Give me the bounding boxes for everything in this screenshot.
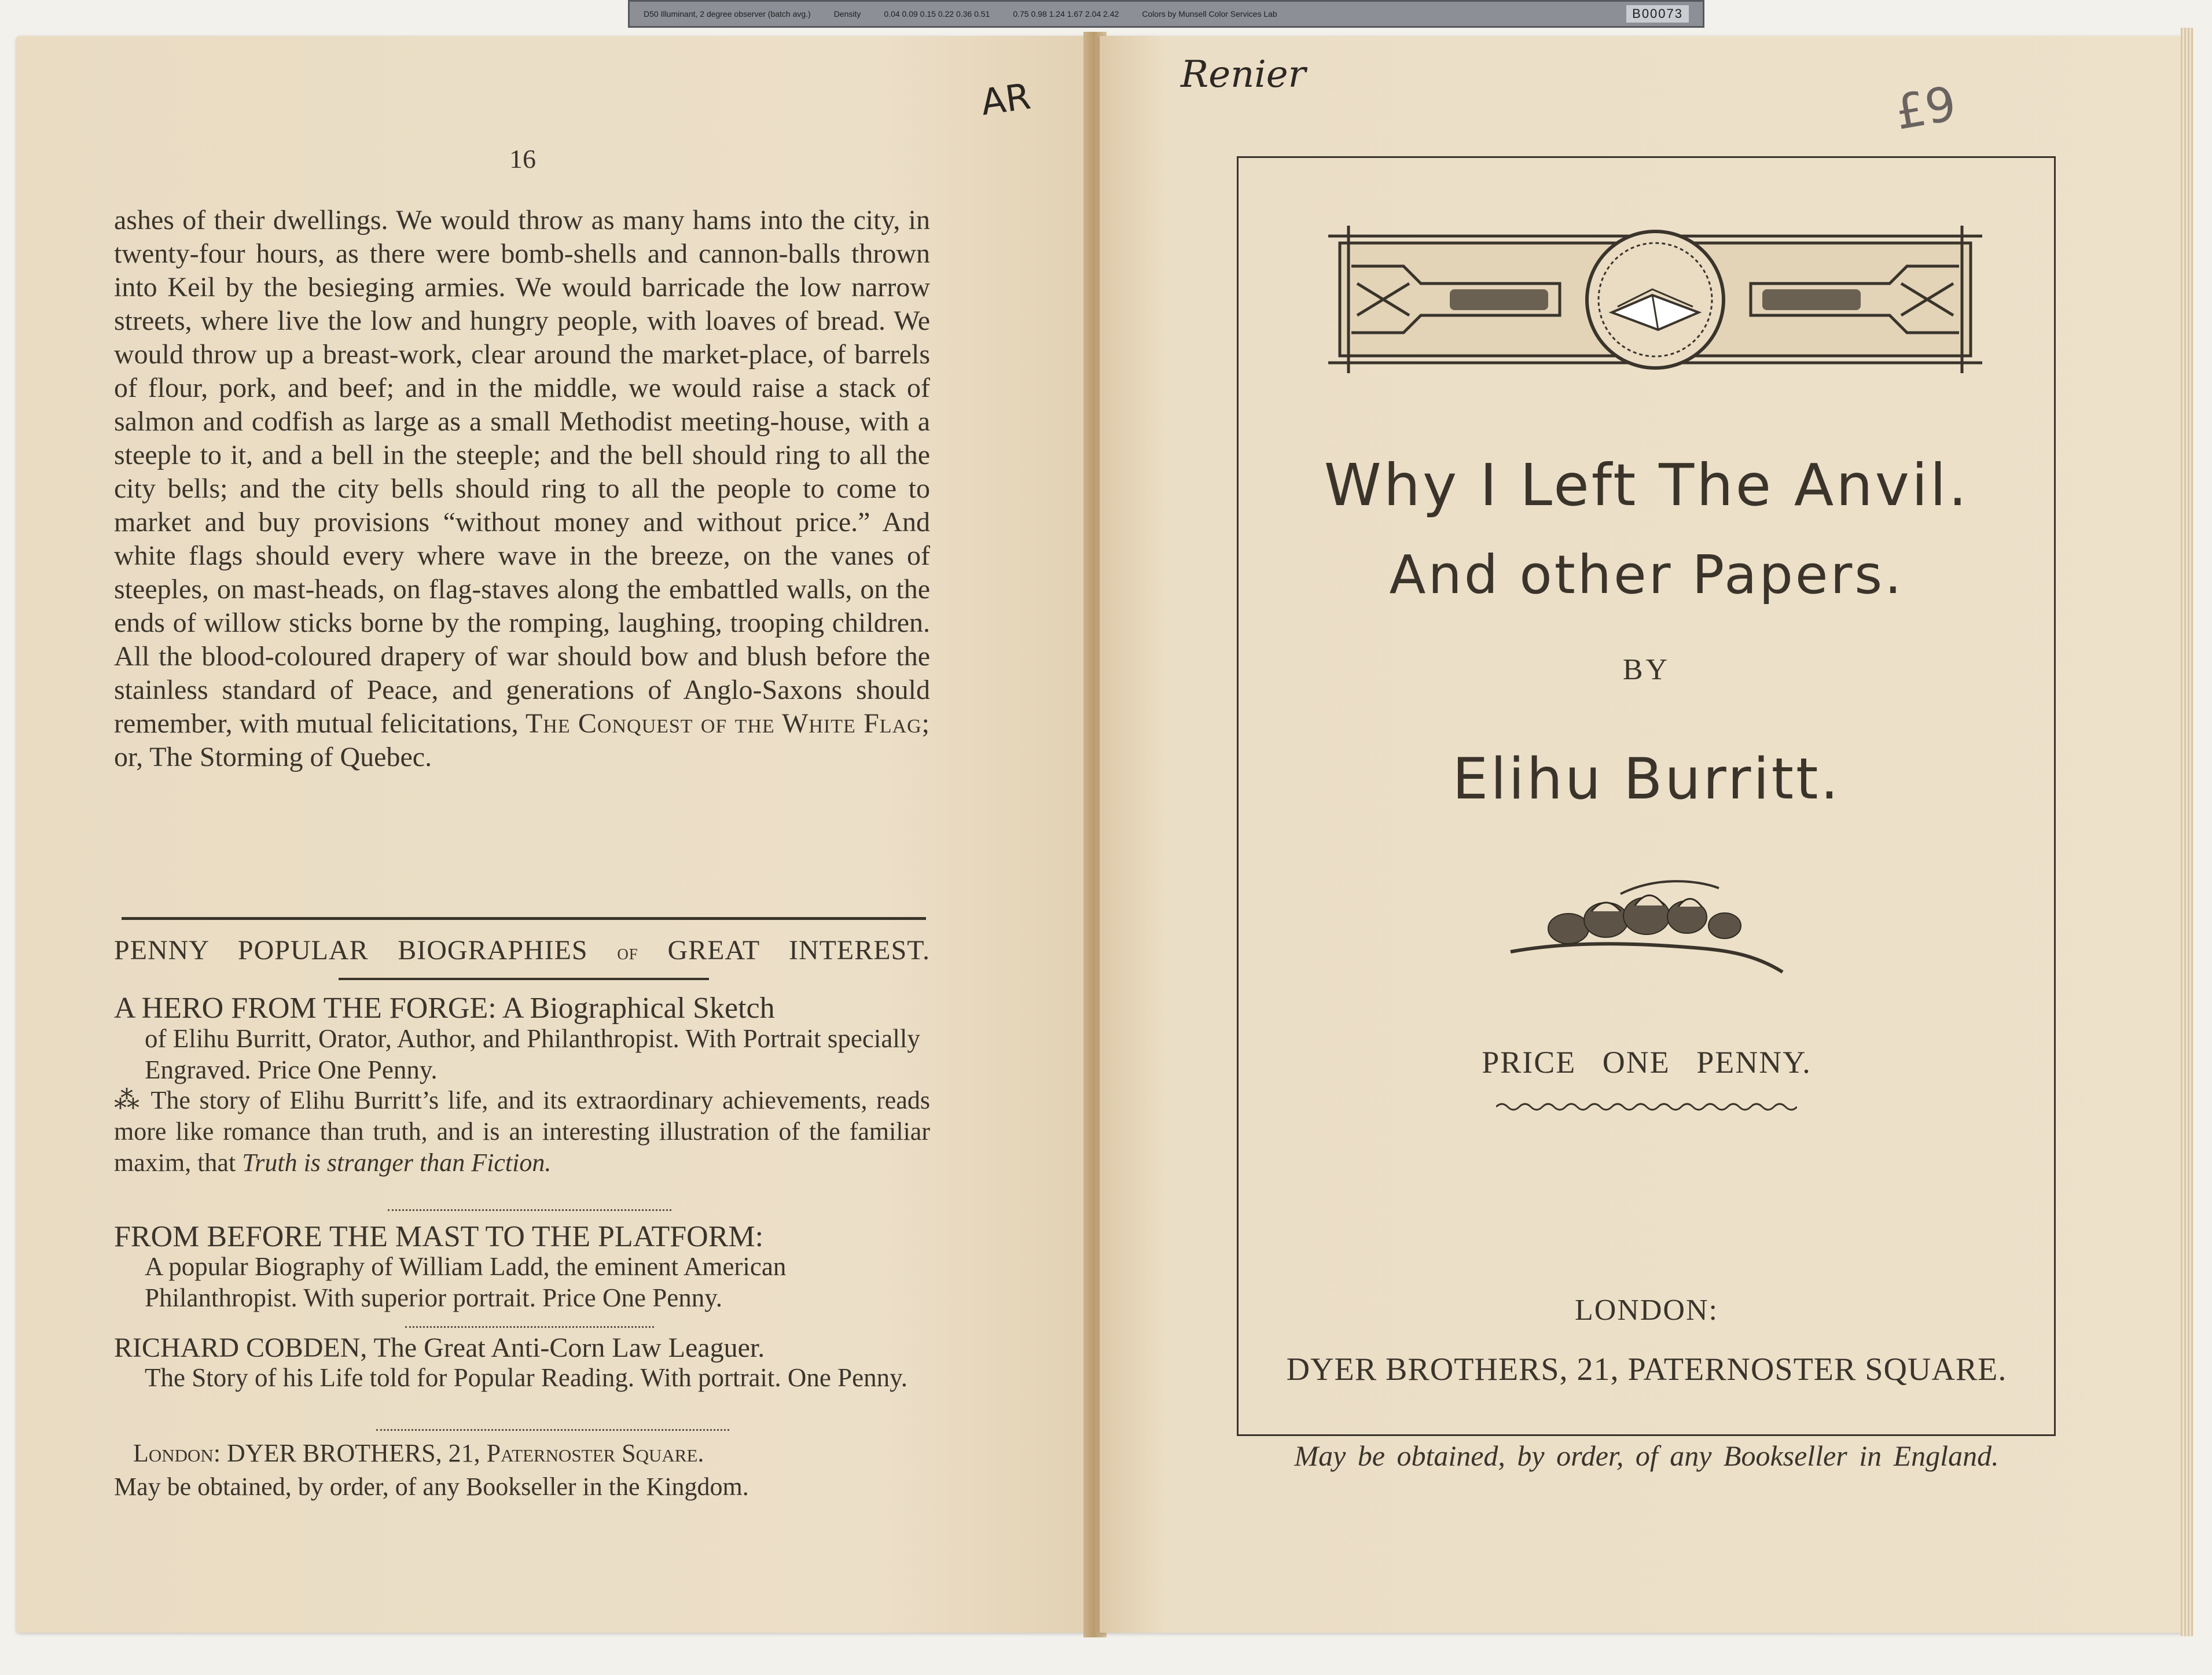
ad3-description: The Story of his Life told for Popular Reading. With portrait. One Penny.: [145, 1363, 907, 1392]
title-line-2: And other Papers.: [1389, 544, 1904, 606]
title-line-1: Why I Left The Anvil.: [1324, 451, 1970, 519]
body-text: ashes of their dwellings. We would throw as many hams into the city, in twenty-four hours, as there were bomb-shells and cannon-balls thrown into Keil by the besieging armies. We would barricade the low narrow streets, where live the low and hungry people, with loaves of bread. We would throw up a breast-work, clear around the market-place, of barrels of flour, pork, and beef; and in the middle, we would raise a stack of salmon and codfish as large as a small Methodist meeting-house, with a steeple to it, and a bell in the steeple; and the bell should ring to all the city bells; and the city bells should ring to all the people to come to market and buy provisions “without money and without price.” And white flags should every where wave in the breeze, on the vanes of steeples, on mast-heads, on flag-staves along the embattled walls, on the ends of willow sticks borne by the romping, laughing, trooping children. All the blood-coloured drapery of war should bow and blush before the stainless standard of Peace, and generations of Anglo-Saxons should remember, with mutual felicitations,: [114, 205, 930, 739]
publisher-city: LONDON:: [1575, 1294, 1718, 1327]
left-footer-city: London:: [133, 1439, 221, 1467]
calibration-density-values-2: 0.75 0.98 1.24 1.67 2.04 2.42: [1013, 9, 1119, 19]
publisher-name: DYER BROTHERS, 21, PATERNOSTER SQUARE.: [1286, 1352, 2007, 1387]
calibration-density-values: 0.04 0.09 0.15 0.22 0.36 0.51: [884, 9, 990, 19]
wavy-rule-icon: [1496, 1098, 1797, 1116]
ad-heading-b: GREAT INTEREST.: [667, 935, 931, 966]
ornamental-banner-icon: [1328, 226, 1982, 373]
availability-line: May be obtained, by order, of any Bookseller in England.: [1294, 1440, 1999, 1472]
ad-separator-1: [388, 1209, 671, 1211]
left-footer-address: Paternoster Square.: [486, 1439, 704, 1467]
page-number: 16: [509, 144, 536, 174]
left-footer-availability: May be obtained, by order, of any Bookseller in the Kingdom.: [114, 1472, 749, 1501]
ad3-title: RICHARD COBDEN, The Great Anti-Corn Law Leaguer.: [114, 1332, 765, 1363]
ad-heading-of: of: [617, 940, 638, 964]
calibration-caption: D50 Illuminant, 2 degree observer (batch avg.): [644, 9, 811, 19]
ad1-note: [114, 1085, 930, 1179]
body-title-smallcaps: The Conquest of the White Flag;: [525, 708, 930, 739]
floral-ornament-icon: [1505, 871, 1788, 981]
page-edge: [2181, 28, 2193, 1636]
calibration-density-label: Density: [833, 9, 861, 19]
left-footer-publisher: [133, 1438, 949, 1469]
ad1-title: A HERO FROM THE FORGE: A Biographical Sketch: [114, 992, 775, 1025]
section-rule: [122, 917, 926, 920]
ad2-description: A popular Biography of William Ladd, the eminent American Philanthropist. With superior portrait. Price One Penny.: [145, 1252, 787, 1312]
body-paragraph: [114, 204, 930, 774]
price-line: PRICE ONE PENNY.: [1482, 1045, 1812, 1080]
ad-separator-3: [376, 1429, 729, 1431]
color-calibration-strip: [628, 0, 1704, 28]
heading-underline: [339, 978, 709, 980]
handwritten-price: £9: [1891, 76, 1960, 141]
calibration-lab: Colors by Munsell Color Services Lab: [1142, 9, 1277, 19]
handwritten-name: Renier: [1181, 53, 1306, 96]
calibration-code: B00073: [1626, 5, 1689, 23]
left-footer-name: DYER BROTHERS, 21,: [227, 1439, 480, 1467]
ad-separator-2: [405, 1326, 654, 1328]
byline: BY: [1622, 653, 1671, 686]
ad2-title: FROM BEFORE THE MAST TO THE PLATFORM:: [114, 1220, 764, 1253]
ad-heading-a: PENNY POPULAR BIOGRAPHIES: [114, 935, 588, 966]
ad1-note-italic: Truth is stranger than Fiction.: [242, 1148, 552, 1177]
author-name: Elihu Burritt.: [1452, 746, 1841, 812]
ad1-description: of Elihu Burritt, Orator, Author, and Philanthropist. With Portrait specially Engraved. Price One Penny.: [145, 1024, 920, 1084]
body-end: or, The Storming of Quebec.: [114, 742, 432, 772]
handwritten-mark: AR: [978, 75, 1034, 124]
ad-heading: [114, 934, 930, 966]
ad1-note-text: ⁂ The story of Elihu Burritt’s life, and its extraordinary achievements, reads more like romance than truth, and is an interesting illustration of the familiar maxim, that: [114, 1086, 930, 1177]
